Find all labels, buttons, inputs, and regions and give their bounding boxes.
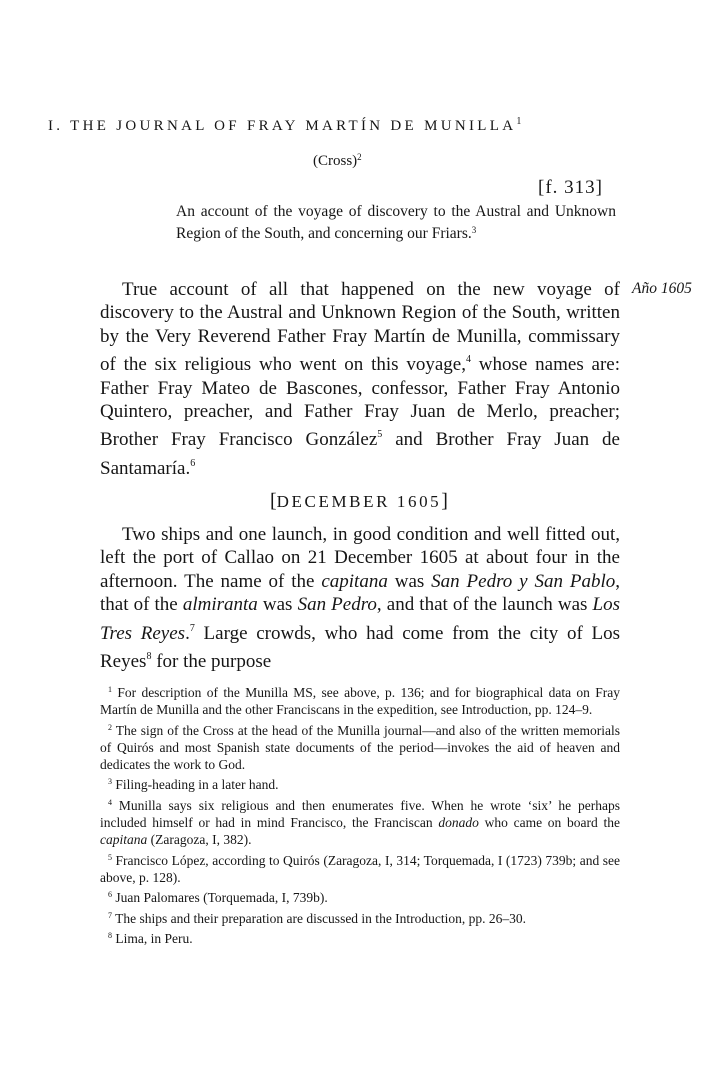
footnote-text: Juan Palomares (Torquemada, I, 739b). [115,890,328,906]
footnote-2 [100,719,620,774]
footnote-1 [100,681,620,719]
folio-reference: [f. 313] [538,177,603,198]
footnote-5 [100,849,620,887]
cross-text: (Cross) [313,153,358,169]
footnote-ref: 7 [189,622,195,634]
paragraph-text: Large crowds, who had come from the city of Los Reyes [100,622,621,673]
footnote-text: who came on board the [478,815,621,831]
footnote-text: Francisco López, according to Quirós (Zaragoza, I, 314; Torquemada, I (1723) 739b; and see above, p. 128). [100,852,620,885]
filing-heading [176,202,616,243]
footnote-text: Filing-heading in a later hand. [115,777,279,793]
footnote-text: Munilla says six religious and then enumerates five. When he wrote ‘six’ he perhaps included himself or had in mind Francisco, the Franciscan [100,797,621,831]
footnote-6 [100,886,620,906]
italic-term: capitana [321,570,388,592]
bracket-open: [ [270,490,277,512]
paragraph-text: and Brother Fray Juan de Santamaría. [100,429,620,479]
ship-name: Los Tres Reyes [100,594,621,644]
departure-paragraph [100,523,620,673]
paragraph-text: whose names are: Father Fray Mateo de Bascones, confessor, Father Fray Antonio Quintero, preacher, and Father Fray Juan de Merlo, preacher; Brother Fray Francisco González [100,354,620,451]
paragraph-text: for the purpose [151,651,272,673]
footnote-number: 4 [108,797,112,807]
paragraph-text: Two ships and one launch, in good condition and well fitted out, left the port of Callao on 21 December 1605 at about four in the afternoon. The name of the [100,524,620,592]
footnote-number: 8 [108,930,112,940]
footnote-ref: 1 [516,116,522,127]
footnote-number: 7 [108,910,112,920]
filing-heading-text: An account of the voyage of discovery to the Austral and Unknown Region of the South, and concerning our Friars. [176,203,616,242]
chapter-heading-text: I. THE JOURNAL OF FRAY MARTÍN DE MUNILLA [48,118,517,134]
footnote-ref: 5 [377,429,383,441]
footnote-4 [100,794,620,849]
footnotes-section [100,681,620,947]
chapter-heading [48,116,638,135]
footnote-number: 3 [108,777,112,787]
italic-term: capitana [100,832,148,848]
footnote-ref: 4 [465,354,471,366]
paragraph-text: . [185,622,190,644]
ship-name: San Pedro y San Pablo [431,570,616,592]
footnote-text: (Zaragoza, I, 382). [147,832,252,848]
section-date-heading [270,490,448,513]
cross-line [313,152,362,170]
ship-name: San Pedro [297,594,377,616]
footnote-number: 1 [108,685,112,694]
footnote-ref: 6 [190,457,196,469]
footnote-8 [100,927,620,947]
date-heading-text: DECEMBER 1605 [276,492,442,511]
footnote-text: The ships and their preparation are discussed in the Introduction, pp. 26–30. [115,910,527,926]
footnote-number: 2 [108,722,112,732]
footnote-number: 6 [108,890,112,900]
bracket-close: ] [441,490,448,512]
paragraph-text: True account of all that happened on the new voyage of discovery to the Austral and Unknown Region of the South, written by the Very Reverend Father Fray Martín de Munilla, commissary of the six religious who went on this voyage, [100,279,620,376]
paragraph-text: , and that of the launch was [376,594,593,616]
paragraph-text: was [387,570,432,592]
footnote-ref: 8 [146,651,152,663]
footnote-ref: 3 [471,225,477,235]
italic-term: almiranta [182,594,258,616]
footnote-text: The sign of the Cross at the head of the Munilla journal—and also of the written memorials of Quirós and most Spanish state documents of the period—invokes the aid of heaven and dedicates the work to God. [100,722,620,773]
footnote-text: For description of the Munilla MS, see above, p. 136; and for biographical data on Fray Martín de Munilla and the other Franciscans in the expedition, see Introduction, pp. 124–9. [100,685,620,718]
paragraph-text: was [257,594,298,616]
margin-year-note: Año 1605 [632,280,692,297]
footnote-number: 5 [108,852,112,862]
footnote-3 [100,773,620,793]
footnote-text: Lima, in Peru. [115,930,193,946]
paragraph-text: , that of the [100,570,620,616]
italic-term: donado [438,815,479,831]
footnote-7 [100,907,620,927]
footnote-ref: 2 [357,152,362,162]
opening-paragraph [100,278,620,480]
